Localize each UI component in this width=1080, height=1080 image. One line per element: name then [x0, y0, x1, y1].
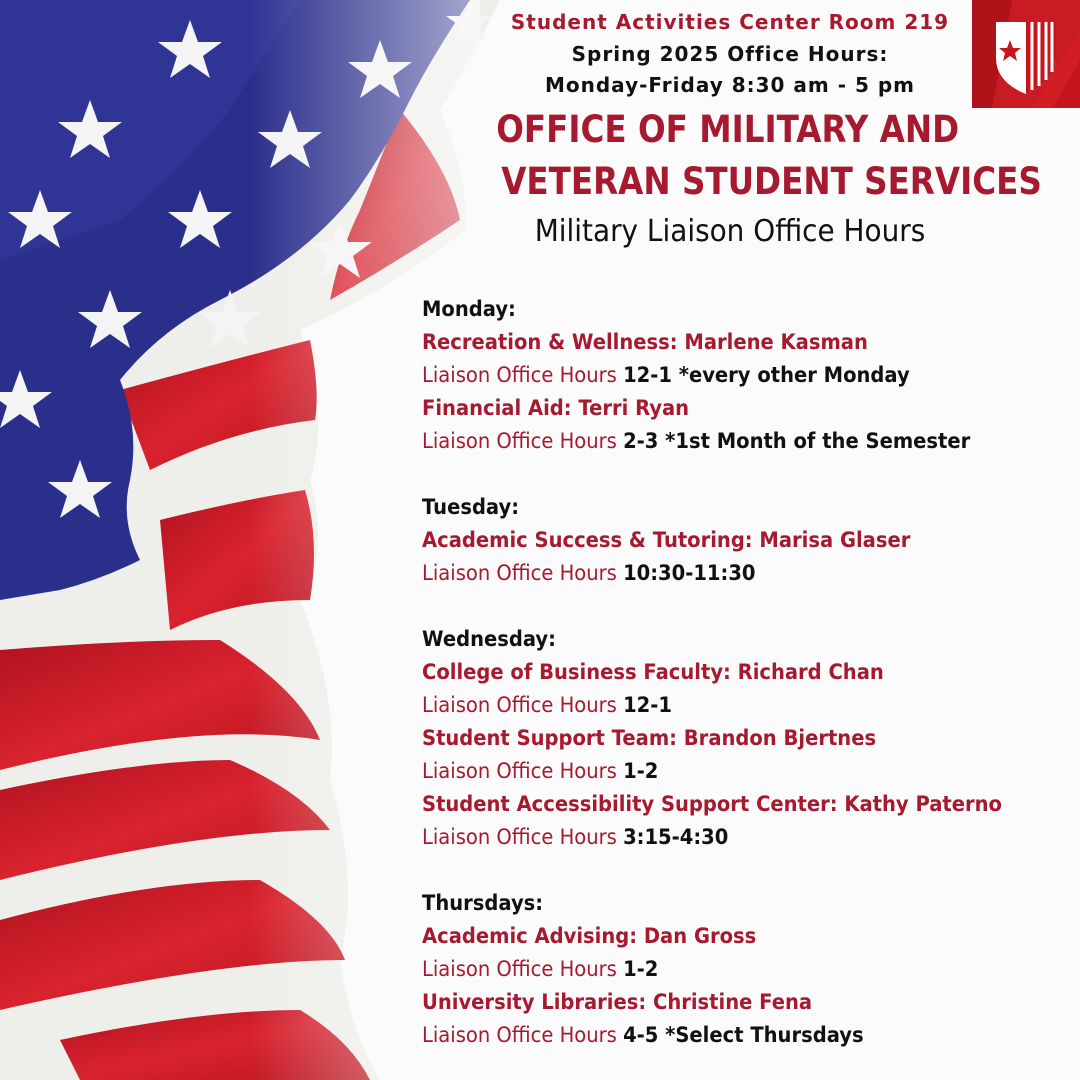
liaison-hours-time: 3:15-4:30	[623, 825, 729, 849]
liaison-hours-label: Liaison Office Hours	[422, 693, 617, 717]
university-logo	[972, 0, 1080, 108]
liaison-hours-row	[422, 689, 1027, 722]
liaison-department: Recreation & Wellness: Marlene Kasman	[422, 330, 868, 354]
day-heading-tuesday: Tuesday:	[422, 495, 520, 519]
liaison-hours-label: Liaison Office Hours	[422, 957, 617, 981]
liaison-hours-time: 12-1 *every other Monday	[623, 363, 910, 387]
liaison-hours-time: 1-2	[623, 957, 659, 981]
liaison-hours-row	[422, 821, 1027, 854]
hours-title: Spring 2025 Office Hours:	[571, 42, 889, 66]
liaison-hours-row	[422, 425, 1027, 458]
liaison-hours-row	[422, 1019, 1027, 1052]
liaison-department: Financial Aid: Terri Ryan	[422, 396, 690, 420]
page-subtitle: Military Liaison Office Hours	[534, 214, 926, 249]
liaison-hours-row	[422, 755, 1027, 788]
liaison-hours-row	[422, 557, 1027, 590]
liaison-hours-label: Liaison Office Hours	[422, 1023, 617, 1047]
liaison-hours-time: 1-2	[623, 759, 659, 783]
day-heading-thursday: Thursdays:	[422, 891, 544, 915]
liaison-hours-time: 12-1	[623, 693, 672, 717]
liaison-hours-label: Liaison Office Hours	[422, 363, 617, 387]
liaison-hours-time: 4-5 *Select Thursdays	[623, 1023, 864, 1047]
day-heading-wednesday: Wednesday:	[422, 627, 556, 651]
day-heading-monday: Monday:	[422, 297, 516, 321]
hours-value: Monday-Friday 8:30 am - 5 pm	[544, 73, 916, 97]
liaison-schedule	[422, 293, 1072, 1052]
liaison-department: Academic Success & Tutoring: Marisa Glaser	[422, 528, 911, 552]
liaison-hours-row	[422, 953, 1027, 986]
liaison-hours-time: 10:30-11:30	[623, 561, 756, 585]
office-title-line1: OFFICE OF MILITARY AND	[496, 108, 960, 151]
liaison-hours-label: Liaison Office Hours	[422, 429, 617, 453]
liaison-department: Academic Advising: Dan Gross	[422, 924, 757, 948]
liaison-department: University Libraries: Christine Fena	[422, 990, 813, 1014]
office-title-line2: VETERAN STUDENT SERVICES	[501, 160, 1042, 203]
liaison-hours-label: Liaison Office Hours	[422, 825, 617, 849]
liaison-hours-row	[422, 359, 1027, 392]
liaison-hours-label: Liaison Office Hours	[422, 561, 617, 585]
liaison-department: Student Accessibility Support Center: Kathy Paterno	[422, 792, 1002, 816]
liaison-hours-label: Liaison Office Hours	[422, 759, 617, 783]
liaison-department: Student Support Team: Brandon Bjertnes	[422, 726, 877, 750]
liaison-hours-time: 2-3 *1st Month of the Semester	[623, 429, 971, 453]
liaison-department: College of Business Faculty: Richard Chan	[422, 660, 884, 684]
location-text: Student Activities Center Room 219	[510, 10, 950, 34]
